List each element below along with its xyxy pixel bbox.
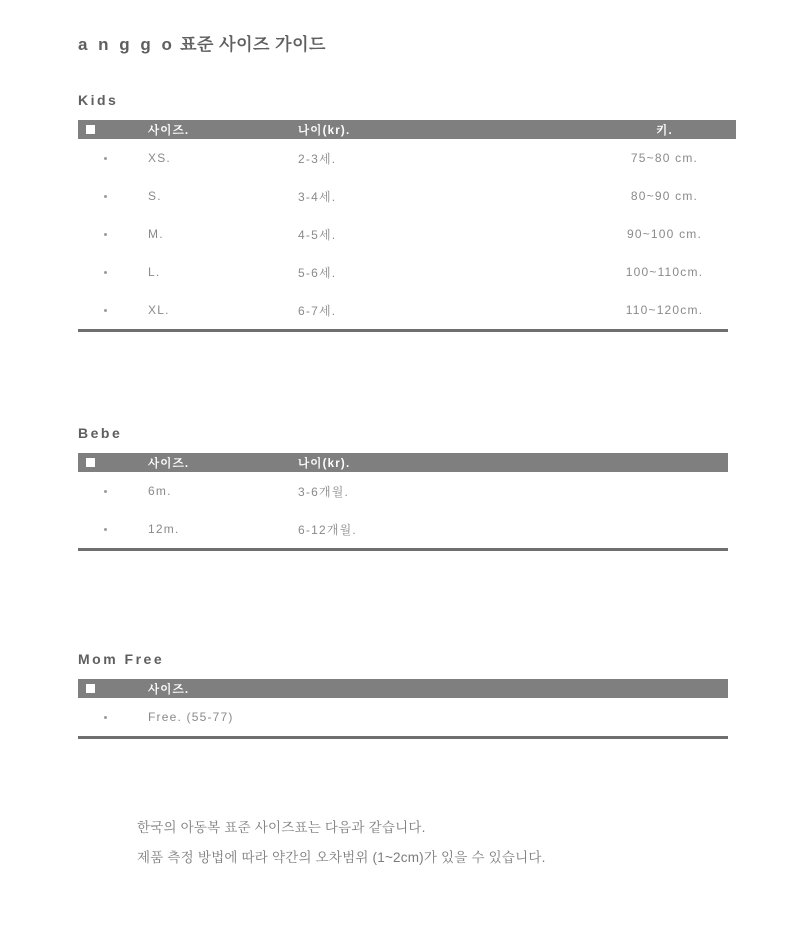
table-row: [78, 139, 736, 177]
cell-size: XS.: [148, 151, 171, 165]
bullet-icon: [104, 716, 107, 719]
bullet-icon: [104, 528, 107, 531]
row-bullet-cell: [78, 510, 148, 548]
bullet-icon: [104, 195, 107, 198]
cell-age: 6-12개월.: [298, 522, 357, 537]
table-row: [78, 472, 728, 510]
section-kids: [78, 92, 728, 332]
header-marker-cell: [78, 679, 148, 698]
cell-size: 12m.: [148, 522, 180, 536]
cell-size: L.: [148, 265, 161, 279]
table-row: [78, 291, 736, 329]
cell-age: 5-6세.: [298, 265, 337, 280]
row-bullet-cell: [78, 215, 148, 253]
square-marker-icon: [86, 125, 95, 134]
table-bottom-rule: [78, 329, 728, 332]
table-row: [78, 215, 736, 253]
header-marker-cell: [78, 120, 148, 139]
footer-notes: [137, 813, 546, 873]
header-size: 사이즈.: [148, 120, 298, 139]
note-line-2: 제품 측정 방법에 따라 약간의 오차범위 (1~2cm)가 있을 수 있습니다.: [137, 850, 546, 865]
bullet-icon: [104, 233, 107, 236]
bullet-icon: [104, 271, 107, 274]
page-title-text: 표준 사이즈 가이드: [174, 35, 326, 54]
header-size: 사이즈.: [148, 679, 728, 698]
row-bullet-cell: [78, 177, 148, 215]
table-row: [78, 177, 736, 215]
cell-height: 90~100 cm.: [626, 227, 703, 241]
square-marker-icon: [86, 458, 95, 467]
kids-size-table: [78, 120, 736, 329]
row-bullet-cell: [78, 253, 148, 291]
row-bullet-cell: [78, 698, 148, 736]
square-marker-icon: [86, 684, 95, 693]
table-bottom-rule: [78, 736, 728, 739]
section-title-bebe: Bebe: [78, 425, 123, 441]
section-title-kids: Kids: [78, 92, 119, 108]
bullet-icon: [104, 157, 107, 160]
bebe-size-table: [78, 453, 728, 548]
header-size: 사이즈.: [148, 453, 298, 472]
table-bottom-rule: [78, 548, 728, 551]
cell-height: 75~80 cm.: [630, 151, 699, 165]
row-bullet-cell: [78, 139, 148, 177]
cell-age: 4-5세.: [298, 227, 337, 242]
cell-age: 3-6개월.: [298, 484, 350, 499]
table-header-row: [78, 120, 736, 139]
table-header-row: [78, 679, 728, 698]
table-row: [78, 253, 736, 291]
cell-age: 2-3세.: [298, 151, 337, 166]
row-bullet-cell: [78, 472, 148, 510]
section-bebe: [78, 425, 728, 551]
cell-height: 100~110cm.: [625, 265, 704, 279]
cell-size: XL.: [148, 303, 170, 317]
cell-size: S.: [148, 189, 162, 203]
cell-height: 110~120cm.: [625, 303, 704, 317]
section-title-mom-free: Mom Free: [78, 651, 165, 667]
bullet-icon: [104, 490, 107, 493]
note-line-1: 한국의 아동복 표준 사이즈표는 다음과 같습니다.: [137, 820, 426, 835]
table-row: [78, 510, 728, 548]
table-row: [78, 698, 728, 736]
cell-size: Free. (55-77): [148, 710, 234, 724]
table-header-row: [78, 453, 728, 472]
bullet-icon: [104, 309, 107, 312]
cell-size: M.: [148, 227, 164, 241]
cell-age: 3-4세.: [298, 189, 337, 204]
cell-size: 6m.: [148, 484, 172, 498]
cell-height: 80~90 cm.: [630, 189, 699, 203]
cell-age: 6-7세.: [298, 303, 337, 318]
row-bullet-cell: [78, 291, 148, 329]
page-title: [78, 30, 326, 55]
mom-free-size-table: [78, 679, 728, 736]
section-mom-free: [78, 651, 728, 739]
header-height: 키.: [593, 120, 736, 139]
header-marker-cell: [78, 453, 148, 472]
header-age: 나이(kr).: [298, 120, 593, 139]
header-age: 나이(kr).: [298, 453, 728, 472]
brand-name: a n g g o: [78, 35, 175, 54]
